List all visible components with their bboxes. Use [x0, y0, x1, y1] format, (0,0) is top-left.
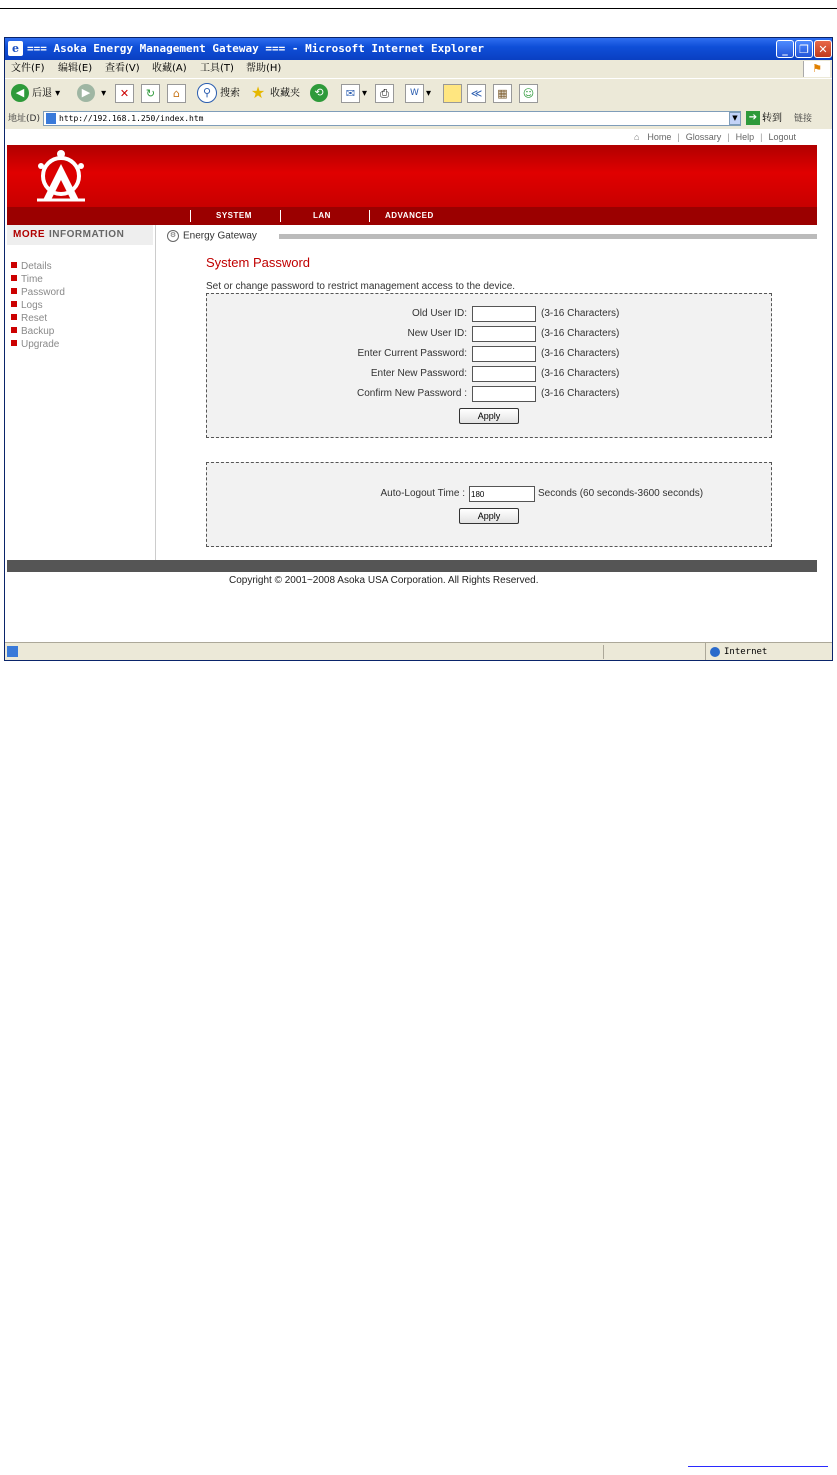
sidebar-item-label: Reset: [21, 313, 48, 324]
separator: |: [760, 132, 763, 142]
mail-button[interactable]: ✉ ▾: [341, 83, 367, 105]
sidebar-item-label: Time: [21, 274, 43, 285]
new-password-row: [207, 366, 771, 382]
page-content: [5, 129, 833, 642]
sidebar-item-upgrade[interactable]: [11, 338, 65, 351]
bullet-icon: [11, 314, 17, 320]
auto-logout-input[interactable]: [469, 486, 535, 502]
new-password-input[interactable]: [472, 366, 536, 382]
search-button[interactable]: [197, 83, 240, 105]
window-title: === Asoka Energy Management Gateway === - Microsoft Internet Explorer: [27, 42, 484, 55]
maximize-button[interactable]: ❐: [795, 40, 813, 58]
history-icon: ⟲: [310, 84, 328, 102]
magnifier-icon: ⚲: [197, 83, 217, 103]
page-icon: [46, 113, 56, 124]
old-user-id-input[interactable]: [472, 306, 536, 322]
go-label: 转到: [762, 113, 782, 124]
nav-advanced[interactable]: ADVANCED: [385, 211, 434, 220]
separator: |: [677, 132, 680, 142]
print-button[interactable]: [375, 83, 396, 105]
status-bar: [5, 642, 832, 661]
windows-logo-icon: ⚑: [803, 61, 830, 77]
status-panels: [603, 645, 704, 659]
stop-icon: ✕: [115, 84, 134, 103]
asoka-logo-icon: [33, 150, 89, 202]
bullet-icon: [11, 275, 17, 281]
more-information-heading: [7, 225, 153, 245]
document-footer-rule: [688, 1466, 828, 1467]
nav-divider: [190, 210, 191, 222]
links-button[interactable]: 链接: [794, 114, 813, 124]
sidebar-item-time[interactable]: [11, 273, 65, 286]
new-user-id-label: New User ID:: [407, 328, 467, 339]
confirm-password-input[interactable]: [472, 386, 536, 402]
word-icon: W: [405, 84, 424, 103]
bullet-icon: [11, 288, 17, 294]
bullet-icon: [11, 262, 17, 268]
back-label: 后退: [32, 88, 52, 99]
bullet-icon: [11, 327, 17, 333]
confirm-password-label: Confirm New Password :: [356, 388, 467, 399]
auto-logout-label: Auto-Logout Time :: [380, 488, 465, 499]
sidebar-item-backup[interactable]: [11, 325, 65, 338]
current-password-label: Enter Current Password:: [357, 348, 467, 359]
menu-view[interactable]: 查看(V): [105, 63, 140, 74]
old-user-id-label: Old User ID:: [411, 308, 467, 319]
sidebar-item-label: Logs: [21, 300, 43, 311]
new-password-label: Enter New Password:: [370, 368, 467, 379]
browser-window: [4, 37, 833, 661]
sidebar: [7, 225, 156, 560]
home-button[interactable]: [167, 83, 188, 105]
more-label: MORE: [13, 229, 45, 240]
security-zone: [705, 643, 832, 661]
gear-icon: ⚙: [167, 230, 179, 242]
apply-logout-button[interactable]: Apply: [459, 508, 519, 524]
mail-icon: ✉: [341, 84, 360, 103]
separator: |: [727, 132, 730, 142]
main-panel: [157, 225, 817, 560]
home-icon: ⌂: [633, 132, 640, 142]
sidebar-item-reset[interactable]: [11, 312, 65, 325]
address-dropdown-icon[interactable]: ▼: [729, 112, 741, 125]
auto-logout-row: [207, 486, 771, 502]
menu-tools[interactable]: 工具(T): [200, 63, 234, 74]
address-url: http://192.168.1.250/index.htm: [59, 114, 204, 123]
go-button[interactable]: [746, 111, 782, 127]
length-hint: (3-16 Characters): [541, 388, 620, 399]
breadcrumb-bar: [279, 234, 817, 239]
minimize-button[interactable]: _: [776, 40, 794, 58]
go-arrow-icon: ➔: [746, 111, 760, 125]
copyright-text: Copyright © 2001~2008 Asoka USA Corporation. All Rights Reserved.: [229, 575, 539, 586]
page-description: Set or change password to restrict management access to the device.: [206, 281, 516, 292]
menu-help[interactable]: 帮助(H): [246, 63, 282, 74]
sidebar-item-password[interactable]: [11, 286, 65, 299]
nav-divider: [369, 210, 370, 222]
sidebar-list: [11, 260, 65, 351]
research-button[interactable]: [467, 83, 488, 105]
messenger-icon: ☺: [519, 84, 538, 103]
nav-divider: [280, 210, 281, 222]
media-icon: ▦: [493, 84, 512, 103]
sidebar-item-label: Password: [21, 287, 65, 298]
edit-button[interactable]: W ▾: [405, 83, 431, 105]
auto-logout-form: [206, 462, 772, 547]
address-bar: [5, 109, 832, 129]
ie-page-icon: e: [8, 41, 23, 56]
footer-bar: [7, 560, 817, 572]
stop-button[interactable]: [115, 83, 136, 105]
address-label: 地址(D): [8, 114, 40, 124]
back-arrow-icon: ◀: [11, 84, 29, 102]
bullet-icon: [11, 340, 17, 346]
menu-edit[interactable]: 编辑(E): [58, 63, 93, 74]
research-icon: ≪: [467, 84, 486, 103]
bullet-icon: [11, 301, 17, 307]
breadcrumb: [167, 230, 257, 242]
close-button[interactable]: ✕: [814, 40, 832, 58]
new-user-id-input[interactable]: [472, 326, 536, 342]
length-hint: (3-16 Characters): [541, 348, 620, 359]
history-button[interactable]: [310, 83, 331, 105]
house-icon: ⌂: [167, 84, 186, 103]
page-status-icon: [7, 646, 18, 657]
information-label: INFORMATION: [49, 229, 125, 240]
sidebar-item-label: Upgrade: [21, 339, 60, 350]
note-icon: [443, 84, 462, 103]
page-title: System Password: [206, 255, 311, 270]
apply-password-button[interactable]: Apply: [459, 408, 519, 424]
title-bar: [5, 38, 832, 60]
sidebar-item-logs[interactable]: [11, 299, 65, 312]
favorites-label: 收藏夹: [270, 88, 300, 99]
sidebar-item-label: Details: [21, 261, 52, 272]
refresh-icon: ↻: [141, 84, 160, 103]
current-password-input[interactable]: [472, 346, 536, 362]
length-hint: (3-16 Characters): [541, 328, 620, 339]
toolbar: [5, 78, 832, 110]
star-icon: ★: [250, 83, 266, 102]
document-header-rule: [0, 8, 837, 9]
nav-lan[interactable]: LAN: [313, 211, 331, 220]
zone-label: Internet: [724, 647, 768, 657]
link-glossary[interactable]: Glossary: [685, 132, 722, 142]
new-user-id-row: [207, 326, 771, 342]
link-logout[interactable]: Logout: [768, 132, 796, 142]
menu-favorites[interactable]: 收藏(A): [152, 63, 187, 74]
sidebar-item-label: Backup: [21, 326, 55, 337]
breadcrumb-label: Energy Gateway: [183, 230, 257, 242]
main-nav: [7, 207, 817, 225]
address-input[interactable]: [43, 111, 741, 126]
media-button[interactable]: [493, 83, 514, 105]
sidebar-item-details[interactable]: [11, 260, 65, 273]
globe-icon: [710, 647, 720, 657]
favorites-button[interactable]: [249, 83, 300, 105]
site-header: [7, 145, 817, 207]
length-hint: (3-16 Characters): [541, 308, 620, 319]
current-password-row: [207, 346, 771, 362]
discuss-button[interactable]: [443, 83, 464, 105]
link-help[interactable]: Help: [735, 132, 755, 142]
password-form: [206, 293, 772, 438]
forward-arrow-icon: ▶: [77, 84, 95, 102]
top-links: [5, 129, 833, 145]
printer-icon: ⎙: [375, 84, 394, 103]
search-label: 搜索: [220, 88, 240, 99]
menu-file[interactable]: 文件(F): [11, 63, 45, 74]
nav-system[interactable]: SYSTEM: [216, 211, 252, 220]
messenger-button[interactable]: [519, 83, 540, 105]
auto-logout-hint: Seconds (60 seconds-3600 seconds): [538, 488, 704, 499]
confirm-password-row: [207, 386, 771, 402]
length-hint: (3-16 Characters): [541, 368, 620, 379]
link-home[interactable]: Home: [647, 132, 672, 142]
forward-button[interactable]: ▶ ▾: [77, 83, 106, 105]
menu-bar: [5, 60, 832, 78]
back-button[interactable]: ◀ 后退 ▾: [11, 83, 60, 105]
old-user-id-row: [207, 306, 771, 322]
refresh-button[interactable]: [141, 83, 162, 105]
